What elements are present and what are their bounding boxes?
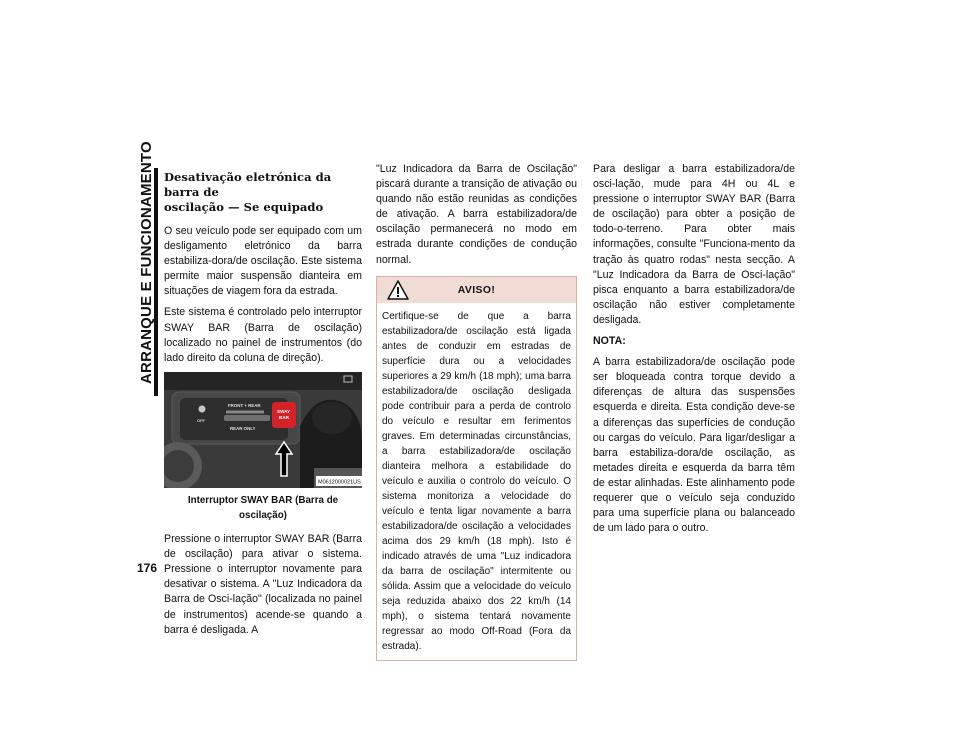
figure-caption: Interruptor SWAY BAR (Barra de oscilação) — [187, 494, 339, 521]
warning-text: Certifique-se de que a barra estabilizadora/de oscilação está ligada antes de conduzir em estradas de superfície dura ou a velocidades superiores a 29 km/h (18 mph); uma barra estabilizadora/de oscilação desligada pode contribuir para a perda de controlo do veículo e resultar em ferimentos graves. Em determinadas circunstâncias, a barra estabilizadora/de oscilação dianteira melhora a estabilidade do veículo e auxilia o controlo do veículo. O sistema monitoriza a velocidade do veículo e tenta ligar novamente a barra estabilizadora/de oscilação a velocidades acima dos 29 km/h (18 mph). Isto é indicado através de uma "Luz indicadora da barra de oscilação" intermitente ou sólida. Assim que a velocidade do veículo seja reduzida abaixo dos 22 km/h (14 mph), o sistema tentará novamente regressar ao modo Off-Road (Fora da estrada). — [382, 310, 571, 652]
column-2 — [376, 162, 577, 661]
note-label: NOTA: — [593, 335, 626, 348]
bar-label: BAR — [279, 414, 289, 420]
label-off: OFF — [197, 417, 205, 423]
side-tab — [134, 141, 160, 396]
label-rear-only: REAR ONLY — [230, 425, 256, 431]
side-tab-title: ARRANQUE E FUNCIONAMENTO — [138, 141, 155, 384]
paragraph-intro: O seu veículo pode ser equipado com um desligamento eletrónico da barra estabiliza-dora/de oscilação. Este sistema permite maior suspensão dianteira em situações de viagem fora da estrada. — [164, 225, 362, 298]
sway-label: SWAY — [277, 408, 291, 414]
column-3 — [593, 162, 795, 542]
section-heading — [164, 170, 362, 215]
switch-panel-illustration — [164, 372, 362, 488]
warning-header — [377, 277, 576, 303]
heading-line-2: oscilação — Se equipado — [164, 200, 324, 214]
column-1 — [164, 170, 362, 644]
note-text: A barra estabilizadora/de oscilação pode ser bloqueada contra torque devido a diferenças de altura das suspensões esquerda e direita. Esta condição deve-se a diferenças das superfícies de condução ou cargas do veículo. Para ligar/desligar a barra estabiliza-dora/de oscilação, as metades direita e esquerda da barra têm de estar alinhadas. Este alinhamento pode requerer que o veículo seja conduzido para uma superfície plana ou balanceado de um lado para o outro. — [593, 356, 795, 535]
warning-box — [376, 276, 577, 661]
paragraph-control: Este sistema é controlado pelo interruptor SWAY BAR (Barra de oscilação) localizado no painel de instrumentos (do lado direito da coluna de direção). — [164, 306, 362, 364]
heading-line-1: Desativação eletrónica da barra de — [164, 170, 332, 199]
paragraph-activation: Pressione o interruptor SWAY BAR (Barra de oscilação) para ativar o sistema. Pressione o interruptor novamente para desativar o sistema. A "Luz Indicadora da Barra de Osci-lação" (localizada no painel de instrumentos) acende-se quando a barra é desligada. A — [164, 533, 362, 636]
paragraph-disconnect: Para desligar a barra estabilizadora/de osci-lação, mude para 4H ou 4L e pressione o interruptor SWAY BAR (Barra de oscilação) para obter a posição de todo-o-terreno. Para obter mais informações, consulte "Funciona-mento da tração às quatro rodas" nesta secção. A "Luz Indicadora da Barra de Osci-lação" pisca enquanto a barra estabilizadora/de oscilação não estiver completamente desligada. — [593, 163, 795, 326]
warning-title: AVISO! — [457, 284, 496, 296]
page-number: 176 — [137, 561, 158, 575]
4wd-indicator-icon — [199, 405, 206, 412]
paragraph-indicator: "Luz Indicadora da Barra de Oscilação" piscará durante a transição de ativação ou quando não estão reunidas as condições de ativação. A barra estabilizadora/de oscilação permanecerá no modo em estrada durante condições de condução normal. — [376, 163, 577, 266]
figure-code: M0612000021US — [318, 479, 361, 486]
label-front-rear: FRONT + REAR — [228, 402, 261, 408]
sway-bar-switch-photo — [164, 372, 362, 488]
